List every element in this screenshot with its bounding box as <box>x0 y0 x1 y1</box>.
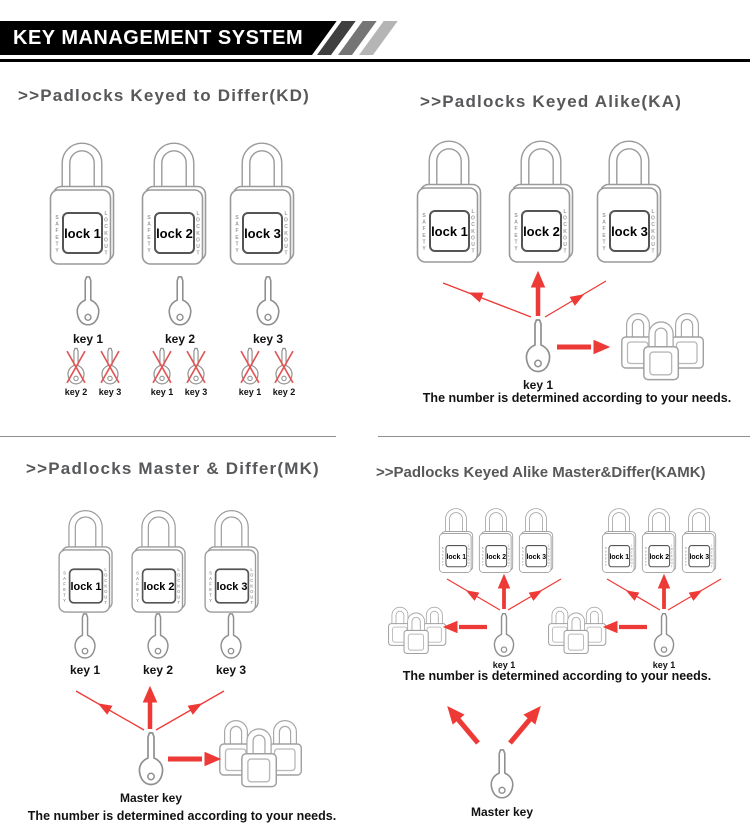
lockout-text: LOCKOUT <box>470 209 476 256</box>
excluded-key-label: key 2 <box>64 387 88 397</box>
lockout-text: LOCKOUT <box>547 544 551 570</box>
lockout-text: LOCKOUT <box>710 544 714 570</box>
section-divider-left <box>0 436 336 437</box>
key-icon <box>652 612 676 660</box>
lockout-text: LOCKOUT <box>195 211 201 258</box>
lockout-text: LOCKOUT <box>650 209 656 256</box>
page-title: KEY MANAGEMENT SYSTEM <box>13 27 304 49</box>
padlock <box>140 127 208 267</box>
master-key-icon <box>489 747 515 803</box>
kamk-caption: The number is determined according to your needs. <box>402 669 712 683</box>
safety-text: SAFETY <box>62 570 68 605</box>
lockout-text: LOCKOUT <box>103 211 109 258</box>
crossed-key-icon <box>239 347 261 387</box>
padlock-label: lock 3 <box>609 210 650 252</box>
padlock-label: lock 3 <box>525 545 547 567</box>
safety-text: SAFETY <box>208 570 214 605</box>
key-label: key 1 <box>72 332 104 346</box>
lockout-text: LOCKOUT <box>562 209 568 256</box>
excluded-key-label: key 1 <box>150 387 174 397</box>
padlock <box>438 500 474 574</box>
padlock-label: lock 2 <box>521 210 562 252</box>
kd-heading: >>Padlocks Keyed to Differ(KD) <box>18 86 311 105</box>
lockout-text: LOCKOUT <box>630 544 634 570</box>
padlock <box>203 497 260 615</box>
excluded-key-label: key 1 <box>238 387 262 397</box>
padlock <box>228 127 296 267</box>
kamk-master-arrows <box>443 703 546 743</box>
ka-heading: >>Padlocks Keyed Alike(KA) <box>420 92 683 111</box>
padlock <box>601 500 637 574</box>
padlock-label: lock 3 <box>242 212 283 254</box>
padlock-label: lock 2 <box>154 212 195 254</box>
mk-heading: >>Padlocks Master & Differ(MK) <box>26 459 320 478</box>
safety-text: SAFETY <box>513 213 519 253</box>
crossed-key-icon <box>99 347 121 387</box>
key-label: key 1 <box>522 378 554 392</box>
key-label: key 3 <box>215 663 247 677</box>
kamk-heading: >>Padlocks Keyed Alike Master&Differ(KAMK) <box>376 464 706 481</box>
padlock-label: lock 1 <box>429 210 470 252</box>
padlock-cluster-icon <box>388 601 447 656</box>
padlock-label: lock 1 <box>445 545 467 567</box>
lockout-text: LOCKOUT <box>507 544 511 570</box>
lockout-text: LOCKOUT <box>670 544 674 570</box>
key-icon <box>75 274 101 330</box>
header-rule <box>0 59 750 62</box>
safety-text: SAFETY <box>54 215 60 255</box>
safety-text: SAFETY <box>684 546 688 568</box>
key-label: key 2 <box>164 332 196 346</box>
padlock-label: lock 1 <box>62 212 103 254</box>
padlock-label: lock 3 <box>688 545 710 567</box>
key-label: key 1 <box>652 660 676 670</box>
master-key-label: Master key <box>119 791 183 805</box>
padlock <box>57 497 114 615</box>
safety-text: SAFETY <box>146 215 152 255</box>
padlock <box>415 125 483 265</box>
mk-caption: The number is determined according to your needs. <box>27 809 337 823</box>
key-icon <box>73 612 97 662</box>
key-label: key 2 <box>142 663 174 677</box>
safety-text: SAFETY <box>604 546 608 568</box>
safety-text: SAFETY <box>441 546 445 568</box>
padlock-label: lock 1 <box>69 568 103 603</box>
excluded-key-label: key 3 <box>184 387 208 397</box>
key-label: key 1 <box>69 663 101 677</box>
padlock-cluster-icon <box>621 305 705 383</box>
key-icon <box>492 612 516 660</box>
key-icon <box>255 274 281 330</box>
padlock-label: lock 2 <box>142 568 176 603</box>
key-icon <box>146 612 170 662</box>
safety-text: SAFETY <box>135 570 141 605</box>
excluded-key-label: key 3 <box>98 387 122 397</box>
master-key-icon <box>137 731 165 789</box>
padlock <box>518 500 554 574</box>
key-icon <box>524 318 552 376</box>
crossed-key-icon <box>65 347 87 387</box>
crossed-key-icon <box>151 347 173 387</box>
padlock <box>48 127 116 267</box>
padlock-label: lock 2 <box>648 545 670 567</box>
padlock <box>130 497 187 615</box>
lockout-text: LOCKOUT <box>249 567 255 607</box>
section-divider-right <box>378 436 750 437</box>
safety-text: SAFETY <box>421 213 427 253</box>
crossed-key-icon <box>273 347 295 387</box>
safety-text: SAFETY <box>521 546 525 568</box>
key-icon <box>167 274 193 330</box>
lockout-text: LOCKOUT <box>467 544 471 570</box>
padlock-label: lock 2 <box>485 545 507 567</box>
lockout-text: LOCKOUT <box>103 567 109 607</box>
excluded-key-label: key 2 <box>272 387 296 397</box>
ka-caption: The number is determined according to your needs. <box>422 391 732 405</box>
master-key-label: Master key <box>470 805 534 819</box>
padlock <box>641 500 677 574</box>
padlock-label: lock 1 <box>608 545 630 567</box>
padlock-cluster-icon <box>219 712 303 790</box>
safety-text: SAFETY <box>601 213 607 253</box>
safety-text: SAFETY <box>481 546 485 568</box>
padlock <box>507 125 575 265</box>
lockout-text: LOCKOUT <box>283 211 289 258</box>
safety-text: SAFETY <box>644 546 648 568</box>
lockout-text: LOCKOUT <box>176 567 182 607</box>
padlock <box>681 500 717 574</box>
key-label: key 3 <box>252 332 284 346</box>
key-icon <box>219 612 243 662</box>
padlock <box>595 125 663 265</box>
padlock <box>478 500 514 574</box>
padlock-label: lock 3 <box>215 568 249 603</box>
safety-text: SAFETY <box>234 215 240 255</box>
key-label: key 1 <box>492 660 516 670</box>
crossed-key-icon <box>185 347 207 387</box>
padlock-cluster-icon <box>548 601 607 656</box>
